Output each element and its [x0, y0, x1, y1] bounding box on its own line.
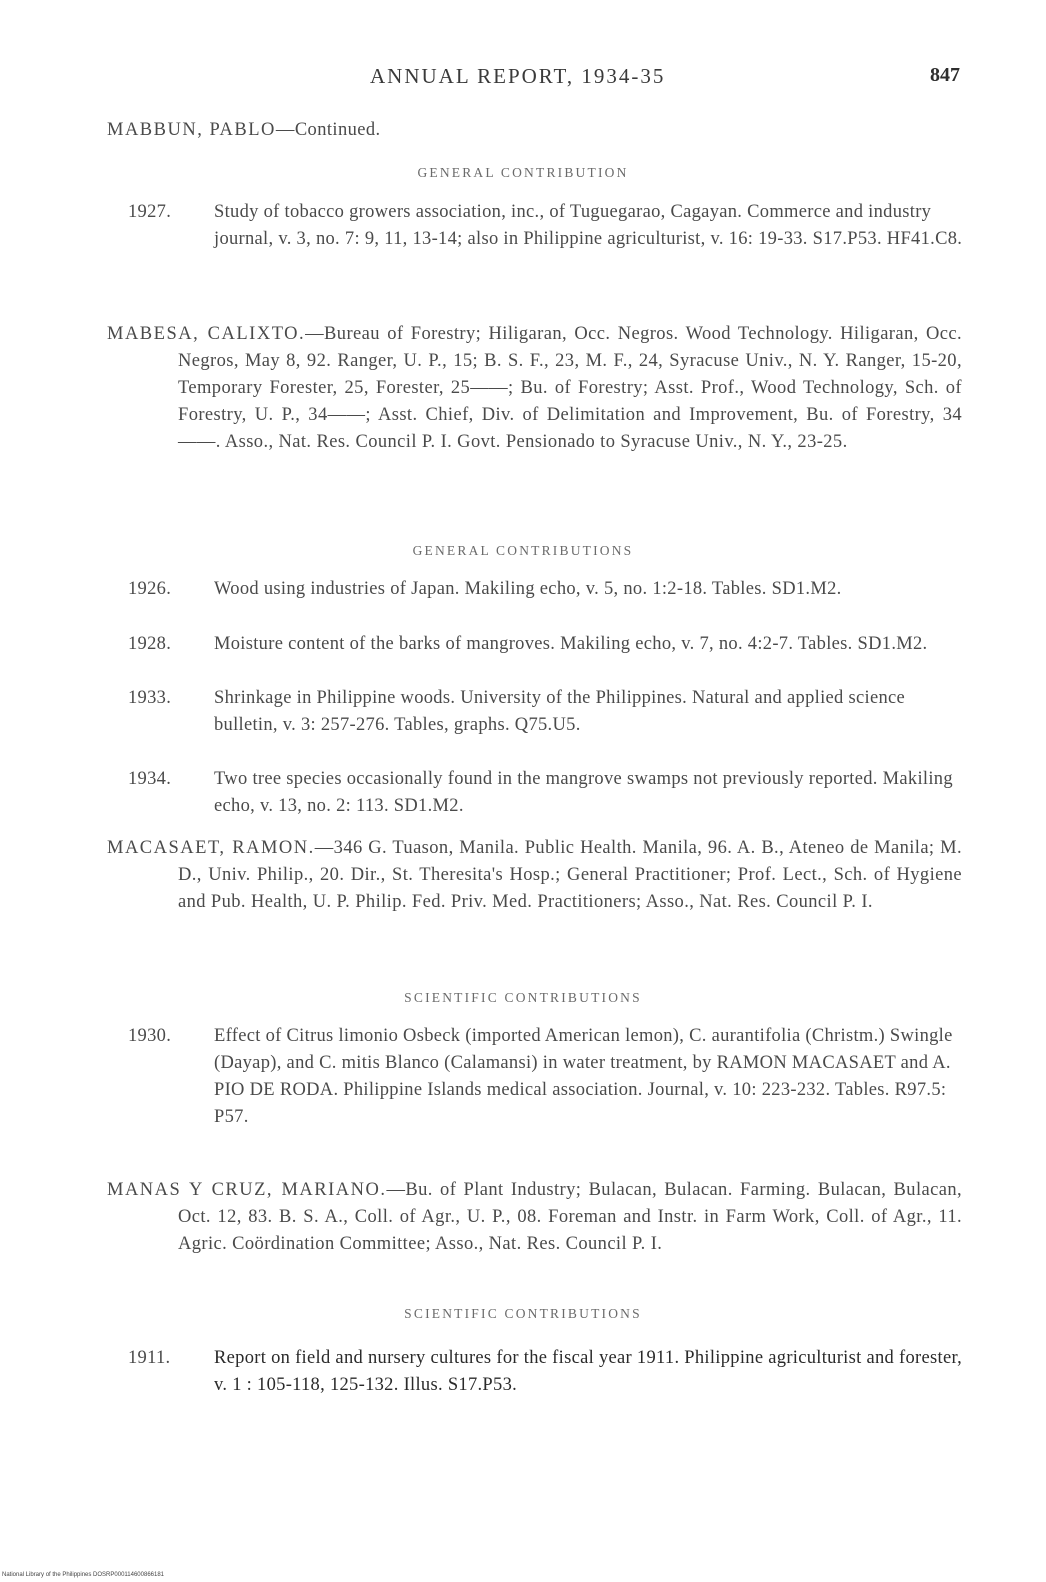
- section-heading: GENERAL CONTRIBUTIONS: [412, 543, 634, 558]
- entry-manas: [107, 1177, 962, 1258]
- page-header: [0, 64, 1046, 88]
- contribution-text: Study of tobacco growers association, inc., of Tuguegarao, Cagayan. Commerce and industry journal, v. 3, no. 7: 9, 11, 13-14; also in Philippine agriculturist, v. 16: 19-33. S17.P53. HF41.C8.: [214, 202, 963, 249]
- contribution-text: Effect of Citrus limonio Osbeck (imported American lemon), C. aurantifolia (Christm.) Swingle (Dayap), and C. mitis Blanco (Calamansi) in water treatment, by RAMON MACASAET and A. PIO DE RODA. Philippine Islands medical association. Journal, v. 10: 223-232. Tables. R97.5: P57.: [214, 1026, 953, 1127]
- entry-macasaet: [107, 835, 962, 916]
- contribution-year: 1930.: [128, 1026, 172, 1046]
- entry-suffix: —Continued.: [275, 120, 381, 140]
- scan-source-label: National Library of the Philippines DOSRP000114600866181: [2, 1572, 164, 1578]
- page-title: ANNUAL REPORT, 1934-35: [370, 64, 666, 88]
- contribution-year: 1927.: [128, 202, 172, 222]
- page-number: 847: [930, 64, 960, 86]
- contribution-item: [128, 631, 968, 658]
- entry-heading-mabbun: [107, 117, 967, 144]
- contribution-item: [128, 1023, 968, 1131]
- contribution-text: Report on field and nursery cultures for the fiscal year 1911. Philippine agriculturist and forester, v. 1 : 105-118, 125-132. Illus. S17.P53.: [214, 1348, 963, 1395]
- contribution-text: Moisture content of the barks of mangroves. Makiling echo, v. 7, no. 4:2-7. Tables. SD1.M2.: [214, 634, 928, 654]
- contribution-year: 1933.: [128, 688, 172, 708]
- entry-bio: —Bureau of Forestry; Hiligaran, Occ. Negros. Wood Technology. Hiligaran, Occ. Negros, May 8, 92. Ranger, U. P., 15; B. S. F., 23, M. F., 24, Syracuse Univ., N. Y. Ranger, 15-20, Temporary Forester, 25, Forester, 25——; Bu. of Forestry; Asst. Prof., Wood Technology, Sch. of Forestry, U. P., 34——; Asst. Chief, Div. of Delimitation and Improvement, Bu. of Forestry, 34——. Asso., Nat. Res. Council P. I. Govt. Pensionado to Syracuse Univ., N. Y., 23-25.: [178, 324, 962, 452]
- contribution-text: Shrinkage in Philippine woods. University of the Philippines. Natural and applied science bulletin, v. 3: 257-276. Tables, graphs. Q75.U5.: [214, 688, 906, 735]
- section-heading: SCIENTIFIC CONTRIBUTIONS: [404, 1306, 642, 1321]
- entry-bio: —Bu. of Plant Industry; Bulacan, Bulacan. Farming. Bulacan, Bulacan, Oct. 12, 83. B. S. A., Coll. of Agr., U. P., 08. Foreman and Instr. in Farm Work, Coll. of Agr., 11. Agric. Coördination Committee; Asso., Nat. Res. Council P. I.: [178, 1180, 962, 1254]
- contribution-text: Two tree species occasionally found in the mangrove swamps not previously reported. Makiling echo, v. 13, no. 2: 113. SD1.M2.: [214, 769, 953, 816]
- entry-name: MABBUN, PABLO: [107, 120, 276, 140]
- entry-bio: —346 G. Tuason, Manila. Public Health. Manila, 96. A. B., Ateneo de Manila; M. D., Univ. Philip., 20. Dir., St. Theresita's Hosp.; General Practitioner; Prof. Lect., Sch. of Hygiene and Pub. Health, U. P. Philip. Fed. Priv. Med. Practitioners; Asso., Nat. Res. Council P. I.: [178, 838, 962, 912]
- contribution-year: 1911.: [128, 1348, 171, 1368]
- entry-mabesa: [107, 321, 962, 456]
- contribution-item: [128, 766, 968, 820]
- entry-name: MANAS Y CRUZ, MARIANO.: [107, 1180, 387, 1200]
- section-heading: SCIENTIFIC CONTRIBUTIONS: [404, 990, 642, 1005]
- contribution-item: [128, 1345, 968, 1399]
- contribution-item: [128, 199, 968, 253]
- entry-name: MABESA, CALIXTO.: [107, 324, 306, 344]
- contribution-year: 1926.: [128, 579, 172, 599]
- contribution-text: Wood using industries of Japan. Makiling echo, v. 5, no. 1:2-18. Tables. SD1.M2.: [214, 579, 842, 599]
- contribution-item: [128, 576, 968, 603]
- entry-name: MACASAET, RAMON.: [107, 838, 315, 858]
- section-heading: GENERAL CONTRIBUTION: [417, 165, 629, 180]
- contribution-year: 1934.: [128, 769, 172, 789]
- contribution-year: 1928.: [128, 634, 172, 654]
- contribution-item: [128, 685, 968, 739]
